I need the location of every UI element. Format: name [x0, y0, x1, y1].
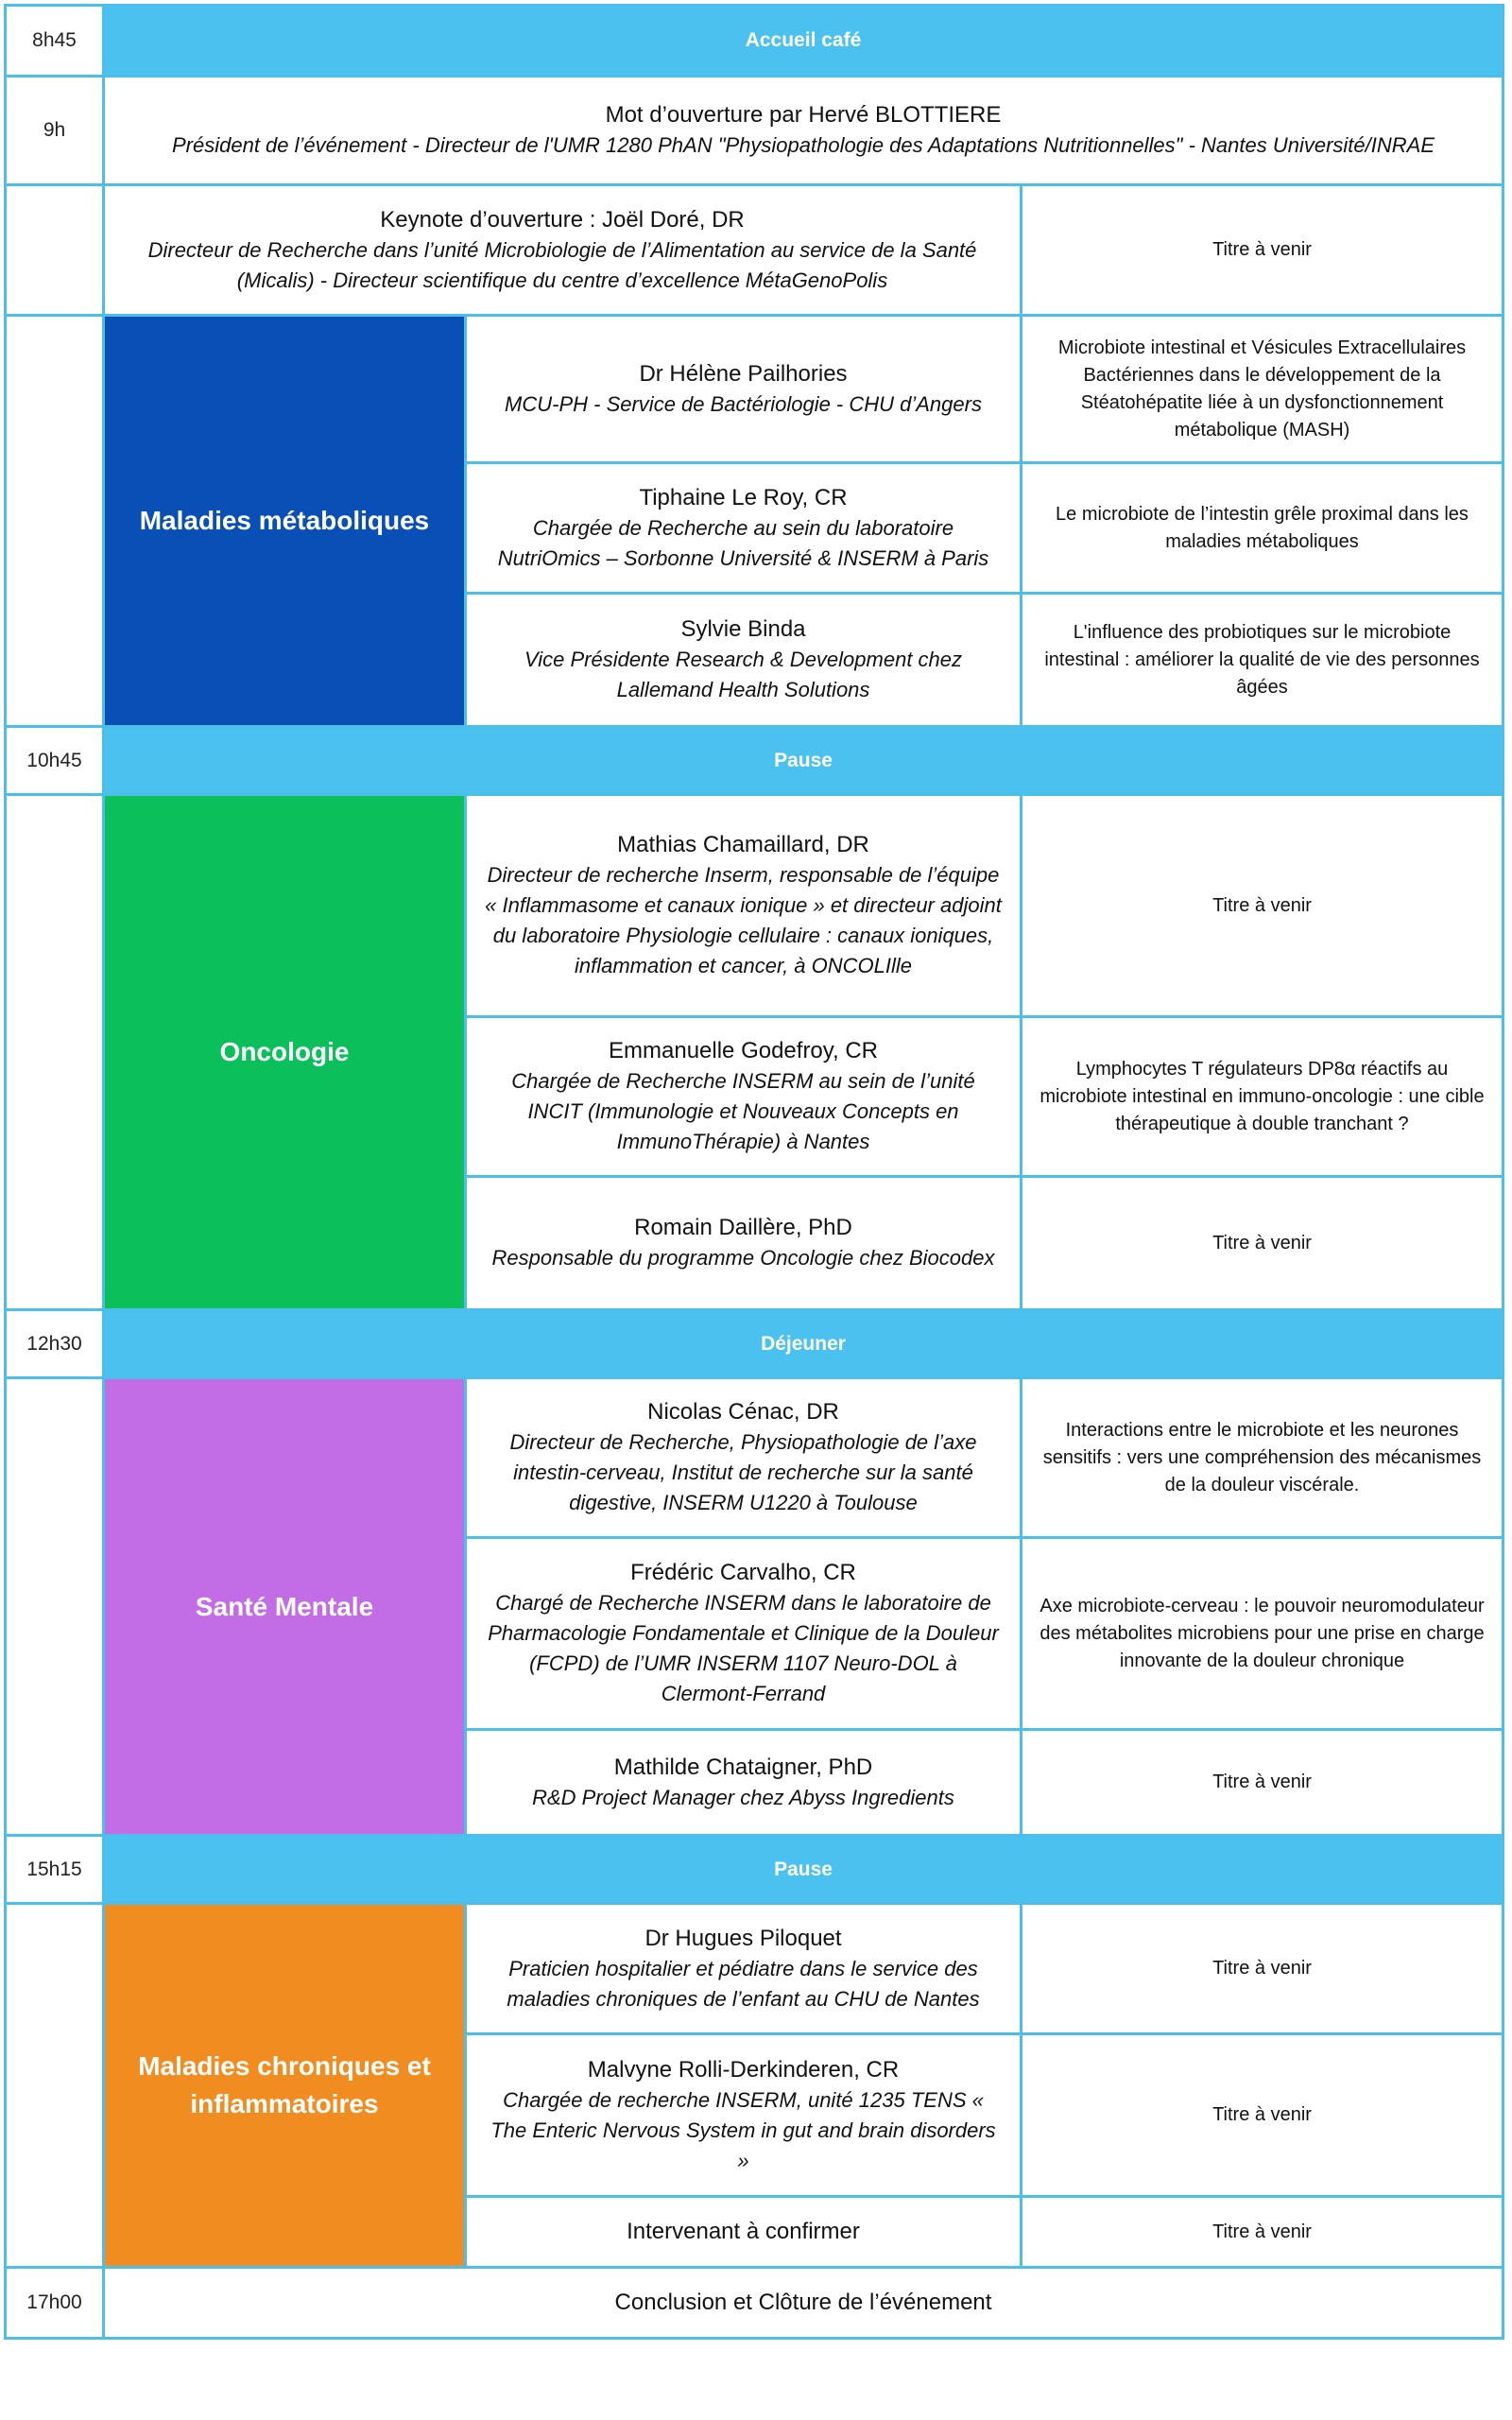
speaker-name: Dr Hugues Piloquet [644, 1925, 842, 1951]
speaker-name: Mathias Chamaillard, DR [617, 832, 869, 857]
closing-cell: Conclusion et Clôture de l’événement [102, 2266, 1504, 2340]
talk-title-cell: Titre à venir [1020, 1902, 1504, 2035]
speaker-role: Chargée de Recherche INSERM au sein de l’unité INCIT (Immunologie et Nouveaux Concepts en ImmunoThérapie) à Nantes [511, 1069, 975, 1153]
break-band: Accueil café [102, 4, 1504, 78]
session-oncology: Oncologie [102, 793, 467, 1311]
talk-title-cell: Titre à venir [1020, 793, 1504, 1018]
speaker-cell [464, 2195, 1022, 2269]
speaker-role: R&D Project Manager chez Abyss Ingredients [532, 1785, 954, 1809]
time-cell: 17h00 [4, 2266, 105, 2340]
talk-title-cell: Titre à venir [1020, 2032, 1504, 2198]
speaker-name: Romain Daillère, PhD [634, 1215, 852, 1240]
talk-title-cell: Lymphocytes T régulateurs DP8α réactifs au microbiote intestinal en immuno-oncologie : une cible thérapeutique à double tranchant ? [1020, 1015, 1504, 1178]
talk-title-cell: Axe microbiote-cerveau : le pouvoir neuromodulateur des métabolites microbiens pour une prise en charge innovante de la douleur chronique [1020, 1536, 1504, 1731]
time-cell-empty [4, 1376, 105, 1837]
speaker-role: Chargé de Recherche INSERM dans le laboratoire de Pharmacologie Fondamentale et Clinique de la Douleur (FCPD) de l’UMR INSERM 1107 Neuro-DOL à Clermont-Ferrand [488, 1591, 999, 1705]
speaker-role: MCU-PH - Service de Bactériologie - CHU d’Angers [505, 391, 982, 416]
talk-title-cell: L'influence des probiotiques sur le microbiote intestinal : améliorer la qualité de vie des personnes âgées [1020, 592, 1504, 728]
time-cell-empty [4, 183, 105, 317]
talk-title-cell: Le microbiote de l’intestin grêle proximal dans les maladies métaboliques [1020, 461, 1504, 595]
speaker-name: Malvyne Rolli-Derkinderen, CR [587, 2056, 900, 2083]
speaker-cell [464, 1015, 1022, 1178]
break-band: Déjeuner [102, 1308, 1504, 1379]
break-band: Pause [102, 725, 1504, 796]
time-cell: 15h15 [4, 1834, 105, 1905]
program-table [4, 4, 1504, 2340]
session-chronic-inflammatory: Maladies chroniques et inflammatoires [102, 1902, 467, 2269]
talk-title-cell: Titre à venir [1020, 2195, 1504, 2269]
talk-title-cell: Interactions entre le microbiote et les neurones sensitifs : vers une compréhension des mécanismes de la douleur viscérale. [1020, 1376, 1504, 1539]
speaker-cell [464, 592, 1022, 728]
speaker-cell [464, 793, 1022, 1018]
break-band: Pause [102, 1834, 1504, 1905]
speaker-cell [464, 1902, 1022, 2035]
speaker-cell [464, 1175, 1022, 1311]
speaker-name: Tiphaine Le Roy, CR [639, 484, 848, 510]
speaker-role: Chargée de Recherche au sein du laboratoire NutriOmics – Sorbonne Université & INSERM à Paris [497, 515, 989, 570]
speaker-name: Emmanuelle Godefroy, CR [609, 1038, 878, 1063]
speaker-name: Nicolas Cénac, DR [647, 1399, 839, 1425]
speaker-cell [464, 1536, 1022, 1731]
time-cell-empty [4, 793, 105, 1311]
speaker-role: Directeur de recherche Inserm, responsable de l’équipe « Inflammasome et canaux ionique » et directeur adjoint du laboratoire Physiologie cellulaire : canaux ioniques, inflammation et cancer, à ONCOLIlle [485, 863, 1002, 977]
keynote-role: Directeur de Recherche dans l’unité Microbiologie de l’Alimentation au service de la Santé (Micalis) - Directeur scientifique du centre d’excellence MétaGenoPolis [147, 237, 977, 292]
session-metabolic: Maladies métaboliques [102, 314, 467, 728]
speaker-role: Chargée de recherche INSERM, unité 1235 TENS « The Enteric Nervous System in gut and brain disorders » [490, 2087, 996, 2172]
time-cell: 10h45 [4, 725, 105, 796]
keynote-cell [102, 183, 1022, 317]
time-cell-empty [4, 314, 105, 728]
speaker-name: Mathilde Chataigner, PhD [613, 1754, 873, 1780]
speaker-name: Intervenant à confirmer [627, 2219, 860, 2244]
speaker-name: Sylvie Binda [680, 616, 806, 642]
time-cell: 8h45 [4, 4, 105, 78]
speaker-cell [464, 2032, 1022, 2198]
speaker-role: Praticien hospitalier et pédiatre dans le service des maladies chroniques de l’enfant au CHU de Nantes [507, 1956, 980, 2011]
speaker-role: Vice Présidente Research & Development chez Lallemand Health Solutions [524, 648, 963, 701]
time-cell-empty [4, 1902, 105, 2269]
time-cell: 12h30 [4, 1308, 105, 1379]
speaker-role: Directeur de Recherche, Physiopathologie de l’axe intestin-cerveau, Institut de recherche sur la santé digestive, INSERM U1220 à Toulouse [509, 1430, 977, 1514]
talk-title-cell: Titre à venir [1020, 1728, 1504, 1837]
time-cell: 9h [4, 75, 105, 186]
speaker-name: Frédéric Carvalho, CR [630, 1560, 856, 1585]
talk-title-cell: Titre à venir [1020, 1175, 1504, 1311]
session-mental-health: Santé Mentale [102, 1376, 467, 1837]
talk-title-cell: Microbiote intestinal et Vésicules Extracellulaires Bactériennes dans le développement de la Stéatohépatite liée à un dysfonctionnement métabolique (MASH) [1020, 314, 1504, 464]
speaker-cell [464, 1728, 1022, 1837]
opening-role: Président de l’événement - Directeur de l'UMR 1280 PhAN "Physiopathologie des Adaptations Nutritionnelles" - Nantes Université/INRAE [172, 133, 1435, 157]
speaker-cell [464, 1376, 1022, 1539]
speaker-role: Responsable du programme Oncologie chez Biocodex [491, 1246, 995, 1270]
opening-cell [102, 75, 1504, 186]
keynote-title: Keynote d’ouverture : Joël Doré, DR [380, 206, 745, 233]
speaker-name: Dr Hélène Pailhories [639, 360, 848, 387]
opening-title: Mot d’ouverture par Hervé BLOTTIERE [605, 102, 1002, 128]
speaker-cell [464, 314, 1022, 464]
talk-title-cell: Titre à venir [1020, 183, 1504, 317]
speaker-cell [464, 461, 1022, 595]
